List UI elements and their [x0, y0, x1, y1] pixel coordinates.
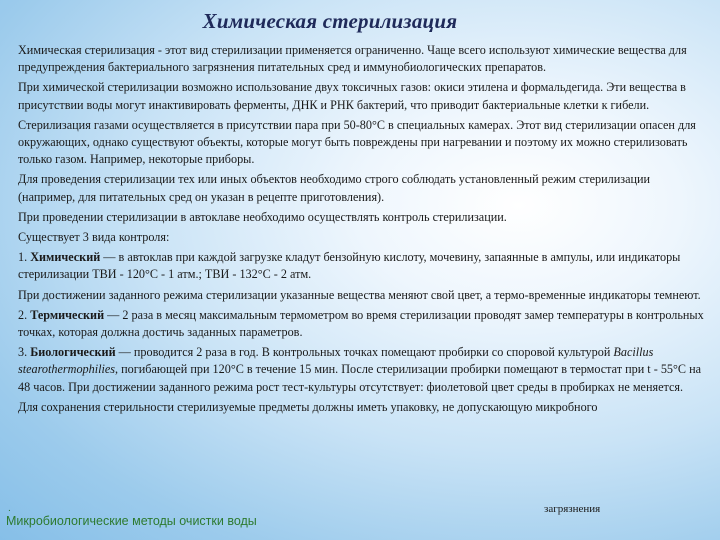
list-item-term: Биологический: [30, 345, 116, 360]
list-item-text: , погибающей при 120°С в течение 15 мин. После стерилизации пробирки помещают в термостат при t - 55°С на 48 часов. При достижении заданного режима рост тест-культуры отсутствует: фиолетовой цвет среды в пробирках не меняется.: [18, 362, 702, 394]
footer-caption: Микробиологические методы очистки воды: [6, 514, 257, 528]
paragraph-regime: Для проведения стерилизации тех или иных объектов необходимо строго соблюдать установленный режим стерилизации (например, для питательных сред он указан в рецепте приготовления).: [18, 172, 651, 204]
list-item-biological: [18, 344, 706, 396]
slide-body: [18, 42, 706, 416]
list-item-text: — 2 раза в месяц максимальным термометром во время стерилизации проводят замер температуры в контрольных точках, которая должна достичь заданных параметров.: [18, 307, 704, 340]
slide-title: Химическая стерилизация: [202, 9, 458, 33]
footer-dot: .: [8, 503, 11, 514]
paragraph-autoclave-control: При проведении стерилизации в автоклаве необходимо осуществлять контроль стерилизации.: [18, 209, 507, 224]
list-number: 3.: [18, 345, 31, 360]
list-number: 1.: [18, 250, 31, 265]
list-item-term: Химический: [30, 250, 101, 265]
list-number: 2.: [18, 307, 31, 322]
list-item-term: Термический: [30, 307, 105, 322]
list-item-text: — проводится 2 раза в год. В контрольных точках помещают пробирки со споровой культурой: [115, 345, 614, 360]
paragraph-packaging: Для сохранения стерильности стерилизуемые предметы должны иметь упаковку, не допускающую микробного: [18, 399, 598, 414]
paragraph-gas-sterilization: Стерилизация газами осуществляется в присутствии пара при 50-80°С в специальных камерах. Этот вид стерилизации опасен для окружающих, однако существуют объекты, которые могут быть повреждены при нагревании и поэтому их можно стерилизовать только газом. Например, некоторые приборы.: [18, 117, 696, 167]
overflow-word: загрязнения: [544, 503, 601, 515]
paragraph-intro: Химическая стерилизация - этот вид стерилизации применяется ограниченно. Чаще всего используют химические вещества для предупреждения бактериального загрязнения питательных сред и иммунобиологических препаратов.: [18, 43, 687, 75]
species-name: Bacillus stearothermophilies: [18, 345, 654, 377]
list-item-text: — в автоклав при каждой загрузке кладут бензойную кислоту, мочевину, запаянные в ампулы, или индикаторы стерилизации ТВИ - 120°С - 1 атм.; ТВИ - 132°С - 2 атм.: [18, 250, 681, 282]
list-item-chemical: [18, 249, 706, 283]
paragraph-gases: При химической стерилизации возможно использование двух токсичных газов: окиси этилена и формальдегида. Эти вещества в присутствии воды могут инактивировать ферменты, ДНК и РНК бактерий, что приводит бактериальные клетки к гибели.: [18, 80, 686, 112]
paragraph-indicators: При достижении заданного режима стерилизации указанные вещества меняют свой цвет, а термо-временные индикаторы темнеют.: [18, 287, 701, 302]
list-item-thermal: [18, 307, 706, 341]
paragraph-control-types: Существует 3 вида контроля:: [18, 230, 170, 245]
